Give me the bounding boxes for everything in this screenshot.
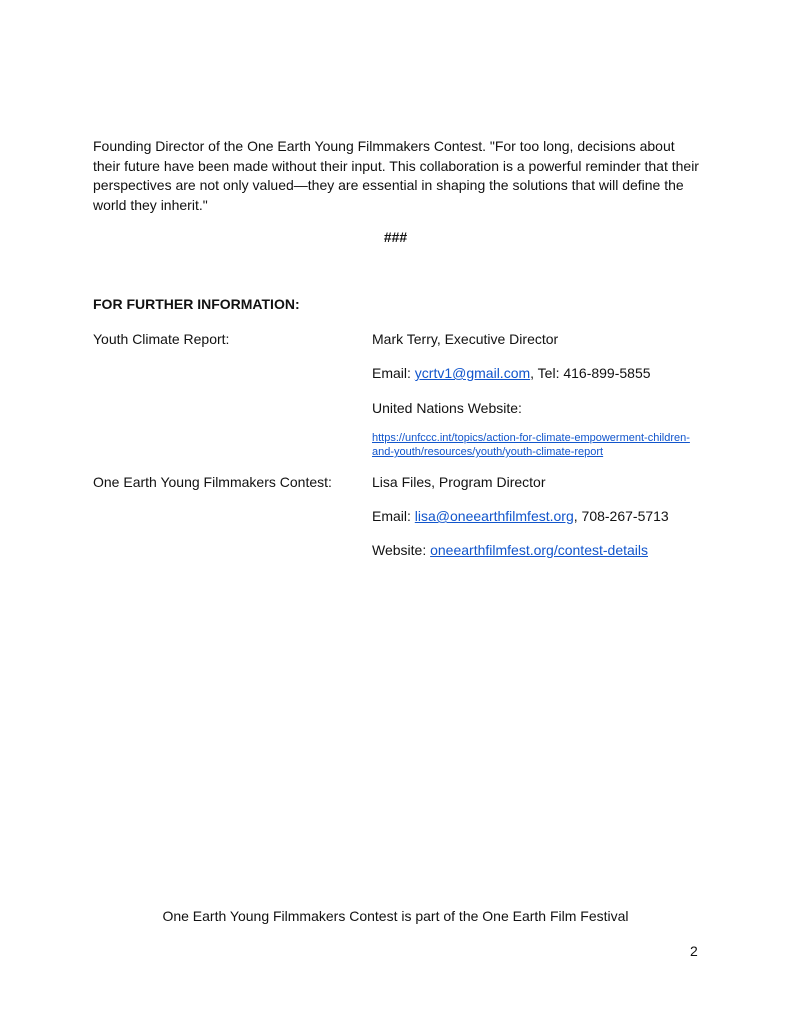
oeyfc-org-label: One Earth Young Filmmakers Contest: [93,474,332,490]
oeyfc-email-label: Email: [372,508,415,524]
oeyfc-email-link[interactable]: lisa@oneearthfilmfest.org [414,508,574,524]
page-footer: One Earth Young Filmmakers Contest is part of the One Earth Film Festival [162,908,629,924]
intro-paragraph: Founding Director of the One Earth Young Filmmakers Contest. "For too long, decisions about their future have been made without their input. This collaboration is a powerful reminder that their perspectives are not only valued—they are essential in shaping the solutions that will define the world they inherit." [93,138,699,213]
oeyfc-contact-name: Lisa Files, Program Director [372,474,546,490]
ycr-un-website-label: United Nations Website: [372,400,522,416]
ycr-email-link[interactable]: ycrtv1@gmail.com [414,365,531,381]
section-separator: ### [383,229,408,245]
oeyfc-phone: , 708-267-5713 [573,508,669,524]
oeyfc-website-line [372,542,648,558]
ycr-contact-name: Mark Terry, Executive Director [372,331,559,347]
ycr-tel: , Tel: 416-899-5855 [530,365,651,381]
ycr-un-url-link[interactable]: https://unfccc.int/topics/action-for-climate-empowerment-children-and-youth/resources/youth/youth-climate-report [372,432,690,458]
further-info-heading: FOR FURTHER INFORMATION: [93,296,300,312]
ycr-un-url-container [372,431,692,459]
page-number: 2 [690,943,698,959]
ycr-org-label: Youth Climate Report: [93,331,230,347]
oeyfc-website-link[interactable]: oneearthfilmfest.org/contest-details [430,542,648,558]
oeyfc-email-line [372,508,669,524]
oeyfc-website-label: Website: [372,542,431,558]
ycr-email-label: Email: [372,365,415,381]
ycr-email-line [372,365,651,381]
